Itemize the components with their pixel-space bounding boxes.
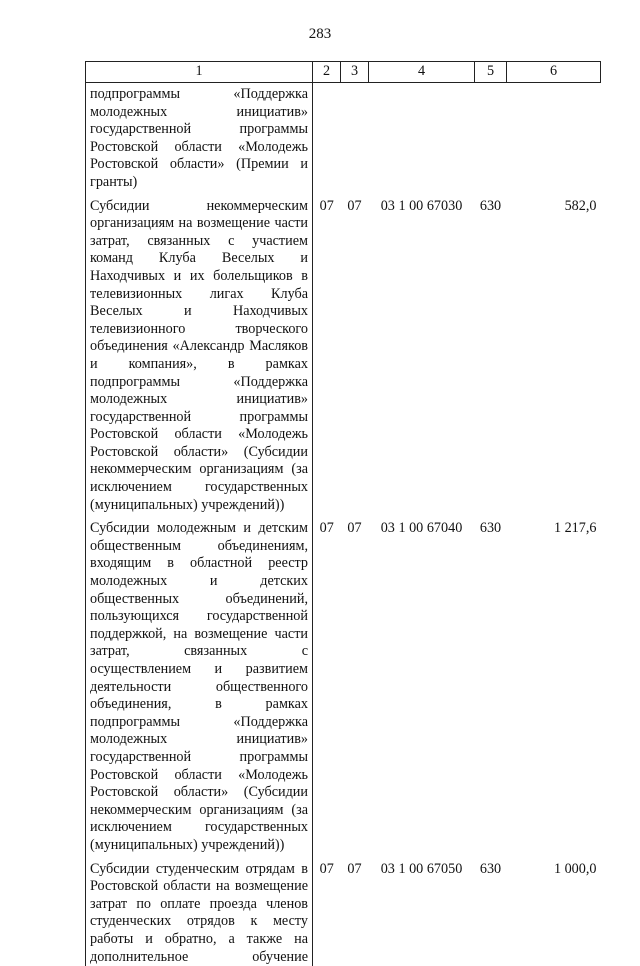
header-cell-6: 6 [507, 62, 601, 83]
row-target-code: 03 1 00 67050 [380, 860, 463, 877]
row-subsection-code: 07 [347, 520, 362, 537]
row-expense-type-code: 630 [479, 197, 502, 214]
table-row [86, 855, 601, 966]
row-target-code: 03 1 00 67040 [380, 520, 463, 537]
row-section-code: 07 [319, 520, 334, 537]
budget-table [85, 61, 601, 966]
row-section-code: 07 [319, 860, 334, 877]
row-amount: 1 217,6 [553, 520, 597, 537]
table-row-continuation [86, 83, 601, 192]
row-section-code: 07 [319, 197, 334, 214]
header-cell-2: 2 [313, 62, 341, 83]
table-header-row [86, 62, 601, 83]
row-amount: 1 000,0 [553, 860, 597, 877]
row-description: Субсидии студенческим отрядам в Ростовской области на возмещение затрат по оплате проезда членов студенческих отрядов к месту работы и обратно, а также на дополнительное обучение [86, 855, 313, 966]
row-expense-type-code: 630 [479, 860, 502, 877]
row-description: Субсидии молодежным и детским общественным объединениям, входящим в областной реестр молодежных и детских общественных объединений, пользующихся государственной поддержкой, на возмещение части затрат, связанных с осуществлением и развитием деятельности общественного объединения, в рамках подпрограммы «Поддержка молодежных инициатив» государственной программы Ростовской области «Молодежь Ростовской области» (Субсидии некоммерческим организациям (за исключением государственных (муниципальных) учреждений)) [86, 514, 313, 854]
table-row [86, 514, 601, 854]
header-cell-1: 1 [86, 62, 313, 83]
row-description: Субсидии некоммерческим организациям на возмещение части затрат, связанных с участием команд Клуба Веселых и Находчивых и их болельщиков в телевизионных лигах Клуба Веселых и Находчивых телевизионного творческого объединения «Александр Масляков и компания», в рамках подпрограммы «Поддержка молодежных инициатив» государственной программы Ростовской области «Молодежь Ростовской области» (Субсидии некоммерческим организациям (за исключением государственных (муниципальных) учреждений)) [86, 192, 313, 515]
page-number: 283 [308, 26, 332, 42]
row-subsection-code: 07 [347, 860, 362, 877]
header-cell-5: 5 [475, 62, 507, 83]
row-amount: 582,0 [564, 197, 597, 214]
row-description: подпрограммы «Поддержка молодежных инициатив» государственной программы Ростовской области «Молодежь Ростовской области» (Премии и гранты) [86, 83, 313, 192]
table-row [86, 192, 601, 515]
row-subsection-code: 07 [347, 197, 362, 214]
header-cell-4: 4 [369, 62, 475, 83]
row-target-code: 03 1 00 67030 [380, 197, 463, 214]
row-expense-type-code: 630 [479, 520, 502, 537]
header-cell-3: 3 [341, 62, 369, 83]
